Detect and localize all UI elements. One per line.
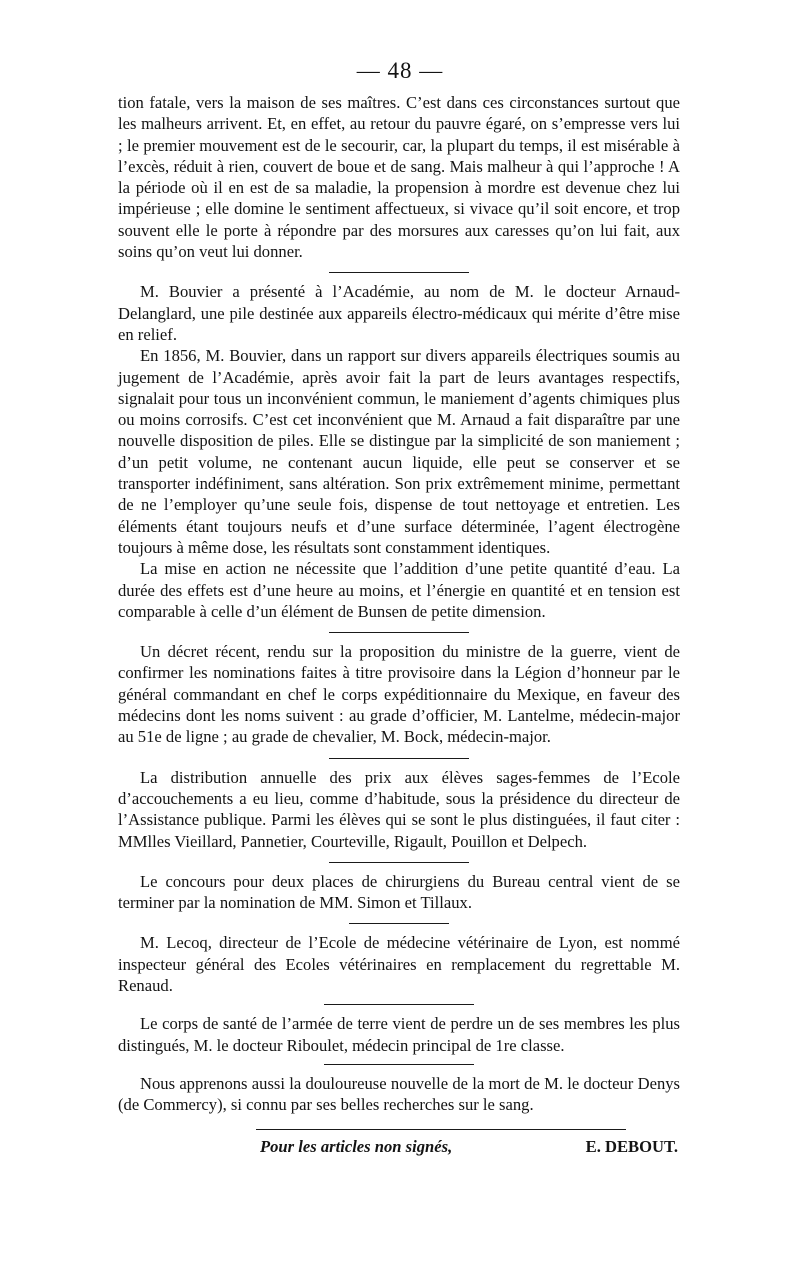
- paragraph-lecoq: M. Lecoq, directeur de l’Ecole de médecine vétérinaire de Lyon, est nommé inspecteur général des Ecoles vétérinaires en remplacement du regrettable M. Renaud.: [118, 933, 680, 995]
- section-divider: [329, 862, 469, 863]
- section-divider: [329, 632, 469, 633]
- signature-author: E. DEBOUT.: [585, 1137, 678, 1157]
- page-body: [118, 92, 680, 1157]
- paragraph-rabies: tion fatale, vers la maison de ses maîtres. C’est dans ces circonstances surtout que les malheurs arrivent. Et, en effet, au retour du pauvre égaré, on s’empresse vers lui ; le premier mouvement est de le secourir, car, la plupart du temps, il est misérable à l’excès, réduit à rien, couvert de boue et de sang. Mais malheur à qui l’approche ! A la période où il en est de sa maladie, la propension à mordre est devenue chez lui impérieuse ; elle domine le sentiment affectueux, si vivace qu’il soit encore, et trop souvent elle le porte à répondre par des morsures aux caresses qu’on lui fait, aux soins qu’on veut lui donner.: [118, 93, 680, 262]
- section-divider: [329, 272, 469, 273]
- section-divider: [349, 923, 449, 924]
- paragraph-denys: Nous apprenons aussi la douloureuse nouvelle de la mort de M. le docteur Denys (de Commercy), si connu par ses belles recherches sur le sang.: [118, 1073, 680, 1115]
- paragraph-decree: Un décret récent, rendu sur la proposition du ministre de la guerre, vient de confirmer les nominations faites à titre provisoire dans la Légion d’honneur par le général commandant en chef le corps expéditionnaire du Mexique, en faveur des médecins dont les noms suivent : au grade d’officier, M. Lantelme, médecin-major au 51e de ligne ; au grade de chevalier, M. Bock, médecin-major.: [118, 642, 680, 747]
- page-number: — 48 —: [356, 58, 444, 83]
- section-divider: [324, 1064, 474, 1065]
- section-divider: [329, 758, 469, 759]
- paragraph-concours: Le concours pour deux places de chirurgiens du Bureau central vient de se terminer par la nomination de MM. Simon et Tillaux.: [118, 871, 680, 913]
- paragraph-bouvier-action: La mise en action ne nécessite que l’addition d’une petite quantité d’eau. La durée des effets est d’une heure au moins, et l’énergie en quantité et en tension est comparable à celle d’un élément de Bunsen de petite dimension.: [118, 559, 680, 621]
- signature-divider: [256, 1129, 626, 1130]
- paragraph-prizes: La distribution annuelle des prix aux élèves sages-femmes de l’Ecole d’accouchements a eu lieu, comme d’habitude, sous la présidence du directeur de l’Assistance publique. Parmi les élèves qui se sont le plus distinguées, il faut citer : MMlles Vieillard, Pannetier, Courteville, Rigault, Pouillon et Delpech.: [118, 767, 680, 851]
- section-divider: [324, 1004, 474, 1005]
- paragraph-riboulet: Le corps de santé de l’armée de terre vient de perdre un de ses membres les plus distingués, M. le docteur Riboulet, médecin principal de 1re classe.: [118, 1014, 680, 1055]
- signature-label: Pour les articles non signés,: [260, 1137, 453, 1157]
- paragraph-bouvier-intro: M. Bouvier a présenté à l’Académie, au nom de M. le docteur Arnaud-Delanglard, une pile destinée aux appareils électro-médicaux qui mérite d’être mise en relief.: [118, 282, 680, 344]
- signature-line: [118, 1136, 680, 1157]
- paragraph-bouvier-report: En 1856, M. Bouvier, dans un rapport sur divers appareils électriques soumis au jugement de l’Académie, après avoir fait la part de leurs avantages respectifs, signalait pour tous un inconvénient commun, le maniement d’agents chimiques plus ou moins corrosifs. C’est cet inconvénient que M. Arnaud a fait disparaître par une nouvelle disposition de piles. Elle se distingue par la simplicité de son maniement ; d’un petit volume, ne contenant aucun liquide, elle peut se conserver et se transporter indéfiniment, sans altération. Son prix extrêmement minime, permettant de ne l’employer qu’une seule fois, dispense de tout nettoyage et entretien. Les éléments étant toujours neufs et d’une surface déterminée, l’agent électrogène toujours à même dose, les résultats sont constamment identiques.: [118, 346, 680, 557]
